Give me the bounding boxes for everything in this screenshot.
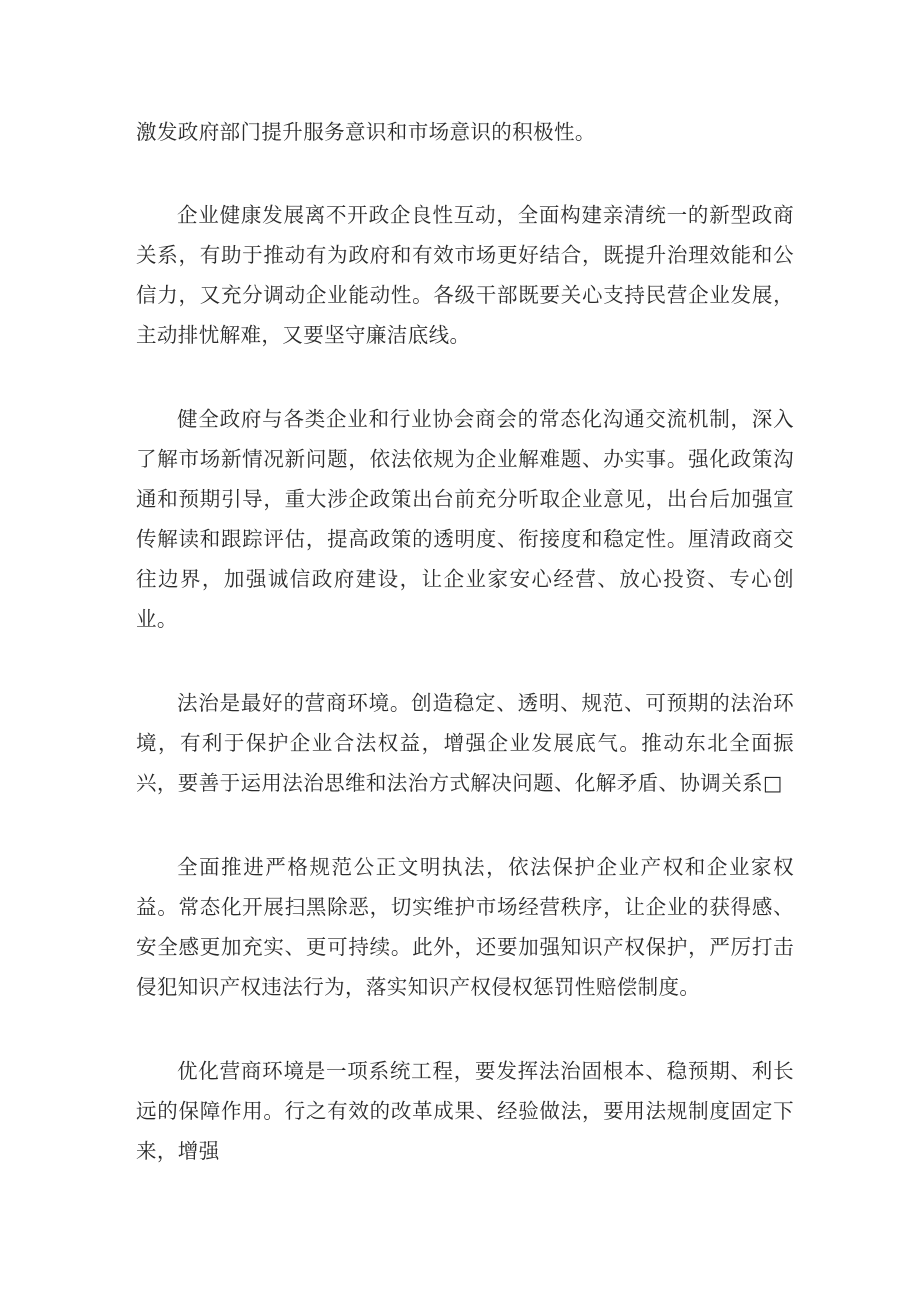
paragraph-6: 优化营商环境是一项系统工程，要发挥法治固根本、稳预期、利长远的保障作用。行之有效的改革成果、经验做法，要用法规制度固定下来，增强 <box>136 1059 794 1163</box>
paragraph-2: 企业健康发展离不开政企良性互动，全面构建亲清统一的新型政商关系，有助于推动有为政府和有效市场更好结合，既提升治理效能和公信力，又充分调动企业能动性。各级干部既要关心支持民营企业发展，主动排忧解难，又要坚守廉洁底线。 <box>136 203 794 347</box>
paragraph-1: 激发政府部门提升服务意识和市场意识的积极性。 <box>136 120 596 144</box>
paragraph-4: 法治是最好的营商环境。创造稳定、透明、规范、可预期的法治环境，有利于保护企业合法权益，增强企业发展底气。推动东北全面振兴，要善于运用法治思维和法治方式解决问题、化解矛盾、协调关系□ <box>136 691 794 795</box>
document-body <box>136 112 794 1215</box>
paragraph-5: 全面推进严格规范公正文明执法，依法保护企业产权和企业家权益。常态化开展扫黑除恶，切实维护市场经营秩序，让企业的获得感、安全感更加充实、更可持续。此外，还要加强知识产权保护，严厉打击侵犯知识产权违法行为，落实知识产权侵权惩罚性赔偿制度。 <box>136 855 794 999</box>
paragraph-3: 健全政府与各类企业和行业协会商会的常态化沟通交流机制，深入了解市场新情况新问题，依法依规为企业解难题、办实事。强化政策沟通和预期引导，重大涉企政策出台前充分听取企业意见，出台后加强宣传解读和跟踪评估，提高政策的透明度、衔接度和稳定性。厘清政商交往边界，加强诚信政府建设，让企业家安心经营、放心投资、专心创业。 <box>136 407 794 631</box>
